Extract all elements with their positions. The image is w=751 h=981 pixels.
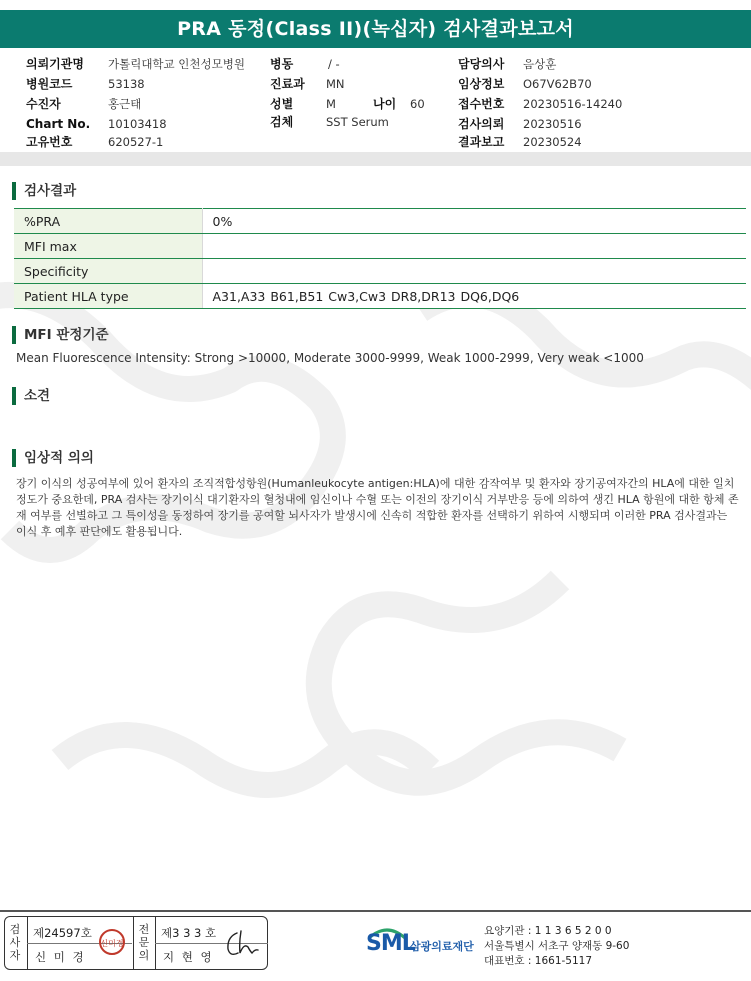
address-line-phone: 대표번호 : 1661-5117 — [484, 955, 593, 967]
signature-box — [4, 916, 268, 970]
label-ward: 병동 — [270, 57, 294, 71]
row-mfi-key: MFI max — [14, 234, 202, 259]
signature-icon — [223, 927, 263, 961]
value-specimen: SST Serum — [326, 115, 389, 129]
row-mfi-value — [202, 234, 746, 259]
row-pra-value: 0% — [202, 209, 746, 234]
table-row — [14, 209, 746, 234]
row-specificity-value — [202, 259, 746, 284]
value-hospital-code: 53138 — [108, 77, 145, 91]
label-patient-name: 수진자 — [26, 97, 61, 111]
clinical-heading: 임상적 의의 — [12, 449, 94, 467]
label-hospital-code: 병원코드 — [26, 77, 73, 91]
row-hla-key: Patient HLA type — [14, 284, 202, 309]
label-doctor: 담당의사 — [458, 57, 505, 71]
value-report-date: 20230524 — [523, 135, 582, 149]
label-specimen: 검체 — [270, 115, 294, 129]
address-line-code: 요양기관 : 1 1 3 6 5 2 0 0 — [484, 925, 612, 937]
specialist-name: 지 현 영 — [163, 950, 214, 964]
value-patient-name: 홍근태 — [108, 97, 142, 111]
label-unique-no: 고유번호 — [26, 135, 73, 149]
value-department: MN — [326, 77, 345, 91]
row-hla-value: A31,A33 B61,B51 Cw3,Cw3 DR8,DR13 DQ6,DQ6 — [202, 284, 746, 309]
label-institution: 의뢰기관명 — [26, 57, 84, 71]
label-report-date: 결과보고 — [458, 135, 505, 149]
value-receipt-no: 20230516-14240 — [523, 97, 623, 111]
examiner-label: 검사자 — [9, 923, 21, 962]
org-name: 삼광의료재단 — [410, 940, 474, 953]
report-title: PRA 동정(Class II)(녹십자) 검사결과보고서 — [0, 10, 751, 48]
examiner-name: 신 미 경 — [35, 950, 86, 964]
label-sex: 성별 — [270, 97, 294, 111]
label-receipt-no: 접수번호 — [458, 97, 505, 111]
value-institution: 가톨릭대학교 인천성모병원 — [108, 57, 245, 71]
seal-text: 신미경 — [100, 939, 124, 948]
row-specificity-key: Specificity — [14, 259, 202, 284]
org-logo-text: SML — [366, 931, 415, 956]
org-address — [484, 924, 629, 969]
value-ward: / - — [328, 57, 340, 71]
examiner-license-no: 제24597호 — [33, 926, 92, 940]
label-department: 진료과 — [270, 77, 305, 91]
specialist-label: 전문의 — [138, 923, 150, 962]
value-unique-no: 620527-1 — [108, 135, 164, 149]
label-chart-no: Chart No. — [26, 117, 91, 131]
row-pra-key: %PRA — [14, 209, 202, 234]
footer-divider — [0, 910, 751, 912]
results-table — [14, 208, 746, 309]
value-doctor: 음상훈 — [523, 57, 557, 71]
results-heading: 검사결과 — [12, 182, 76, 200]
label-request-date: 검사의뢰 — [458, 117, 505, 131]
table-row — [14, 259, 746, 284]
value-clinical-info: O67V62B70 — [523, 77, 592, 91]
value-request-date: 20230516 — [523, 117, 582, 131]
value-age: 60 — [410, 97, 425, 111]
opinion-heading: 소견 — [12, 387, 50, 405]
table-row — [14, 234, 746, 259]
header-separator — [0, 152, 751, 166]
table-row — [14, 284, 746, 309]
examiner-seal-icon — [97, 927, 127, 957]
label-clinical-info: 임상정보 — [458, 77, 505, 91]
mfi-criteria-text: Mean Fluorescence Intensity: Strong >10000, Moderate 3000-9999, Weak 1000-2999, Very weak <1000 — [16, 351, 644, 365]
specialist-license-no: 제3 3 3 호 — [161, 926, 217, 940]
address-line-location: 서울특별시 서초구 양재동 9-60 — [484, 940, 630, 952]
value-chart-no: 10103418 — [108, 117, 167, 131]
mfi-heading: MFI 판정기준 — [12, 326, 109, 344]
label-age: 나이 — [373, 97, 397, 111]
value-sex: M — [326, 97, 336, 111]
clinical-significance-text: 장기 이식의 성공여부에 있어 환자의 조직적합성항원(Humanleukocyte antigen:HLA)에 대한 감작여부 및 환자와 장기공여자간의 HLA에 대한 일치정도가 중요한데, PRA 검사는 장기이식 대기환자의 혈청내에 임신이나 수혈 또는 이전의 장기이식 거부반응 등에 의하여 생긴 HLA 항원에 대한 항체 존재 여부를 선별하고 그 특이성을 동정하여 장기를 공여할 뇌사자가 발생시에 신속히 적합한 환자를 선택하기 위하여 시행되며 이러한 PRA 검사결과는 이식 후 예후 판단에도 활용됩니다. — [16, 477, 739, 538]
